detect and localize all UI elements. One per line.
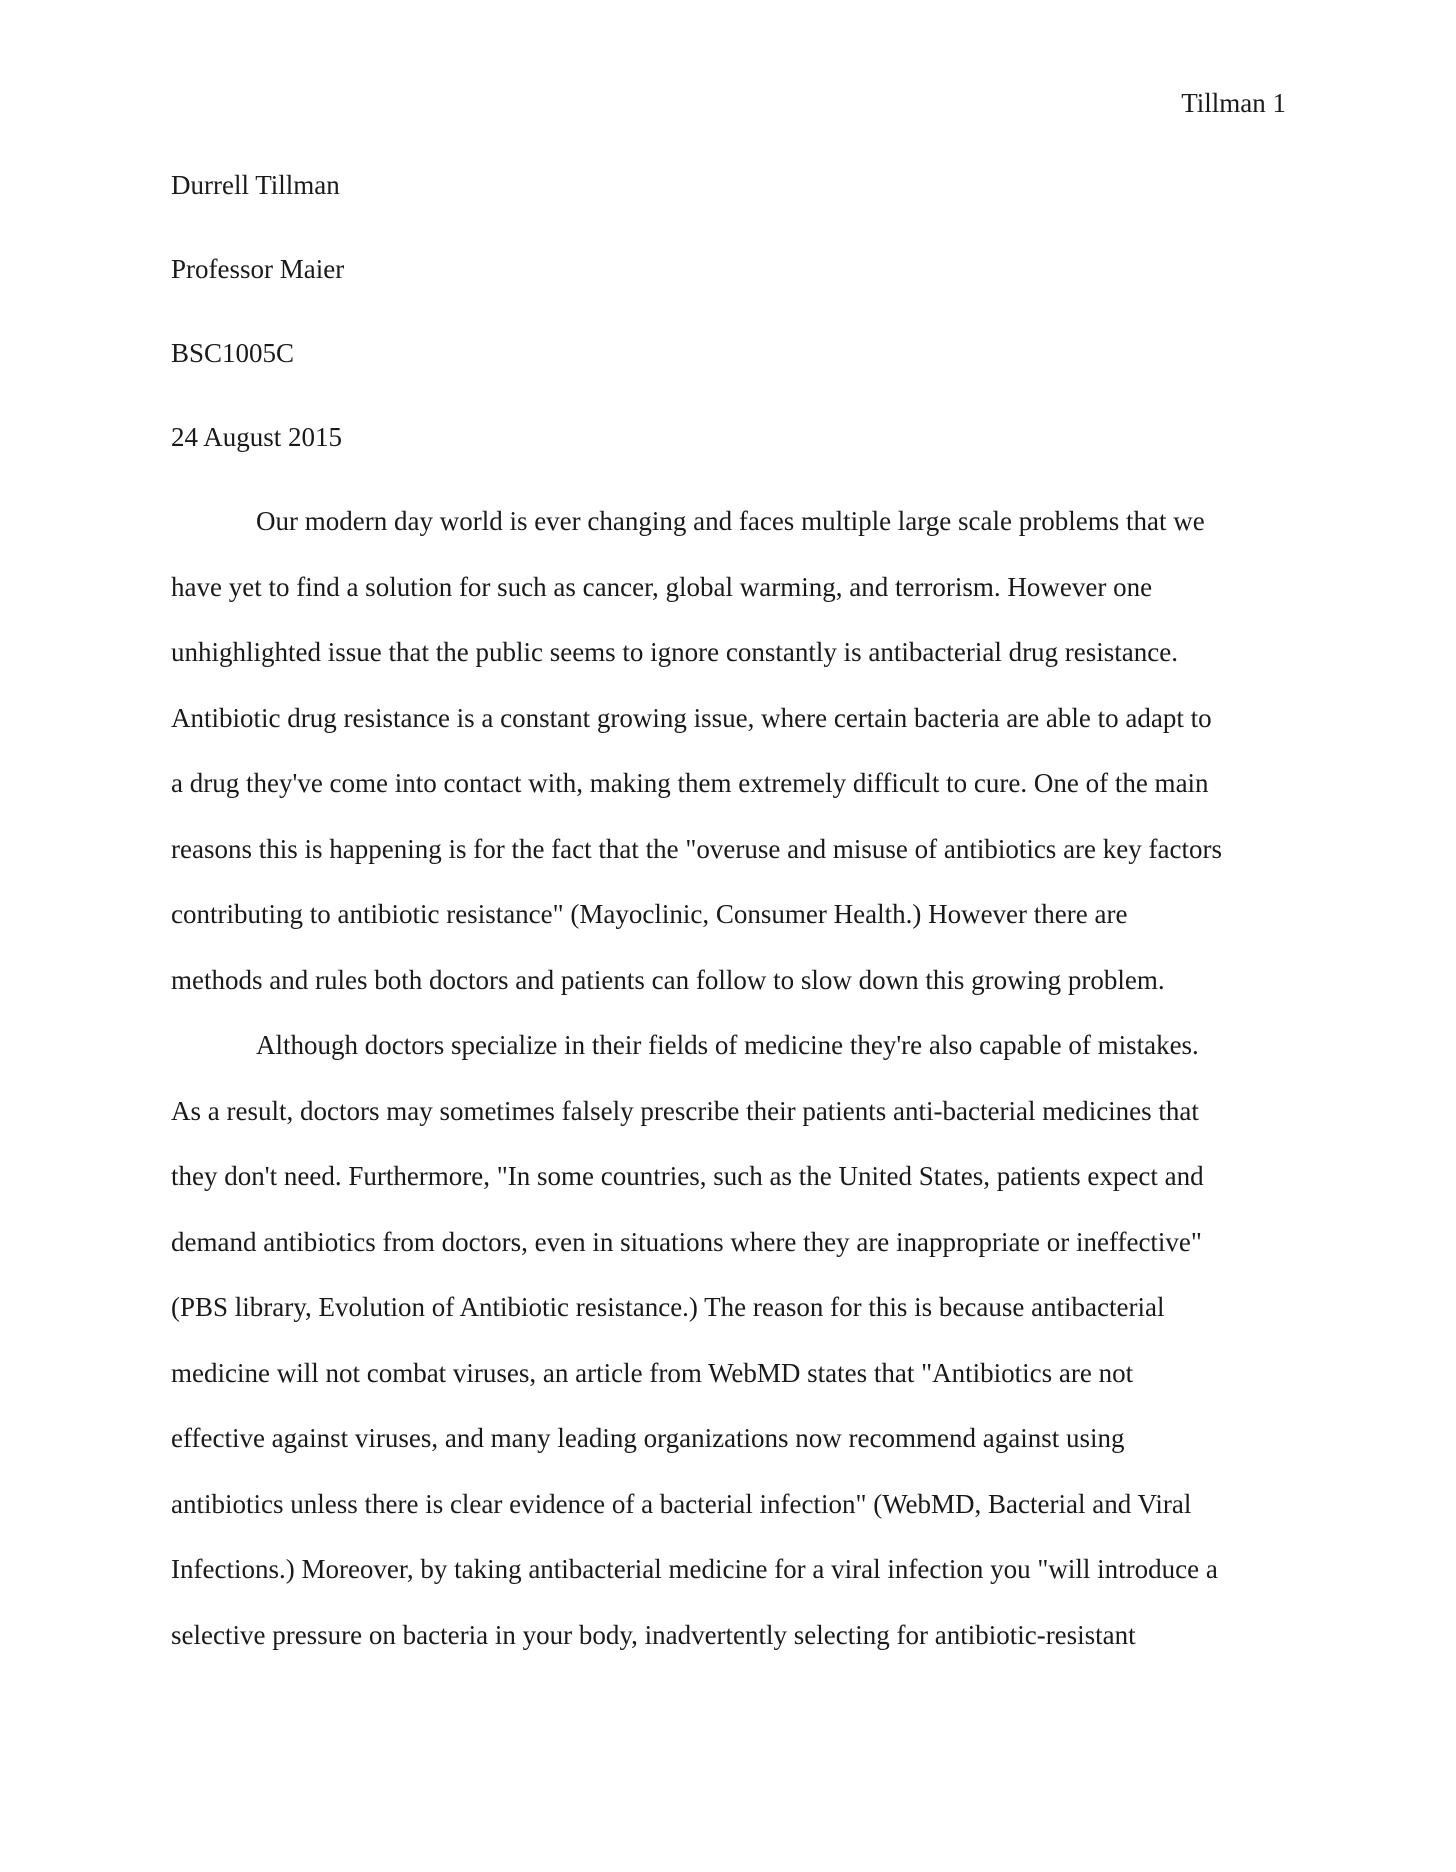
- paragraph-line: As a result, doctors may sometimes falsely prescribe their patients anti-bacterial medicines that: [171, 1095, 1199, 1126]
- paragraph-line: a drug they've come into contact with, making them extremely difficult to cure. One of the main: [171, 768, 1209, 798]
- paragraph-line: Antibiotic drug resistance is a constant growing issue, where certain bacteria are able to adapt to: [171, 702, 1212, 733]
- paragraph-line: antibiotics unless there is clear evidence of a bacterial infection" (WebMD, Bacterial and Viral: [171, 1488, 1192, 1519]
- paragraph-line: unhighlighted issue that the public seems to ignore constantly is antibacterial drug resistance.: [171, 637, 1179, 667]
- essay-date: 24 August 2015: [171, 422, 343, 452]
- paragraph-line: Our modern day world is ever changing and faces multiple large scale problems that we: [256, 506, 1205, 536]
- paragraph-line: they don't need. Furthermore, "In some countries, such as the United States, patients expect and: [171, 1161, 1204, 1191]
- paragraph-line: methods and rules both doctors and patients can follow to slow down this growing problem.: [171, 964, 1165, 995]
- essay-body: [171, 168, 1291, 1683]
- paragraph-line: medicine will not combat viruses, an article from WebMD states that "Antibiotics are not: [171, 1357, 1134, 1388]
- paragraph-1: [171, 504, 1291, 1028]
- paragraph-line: effective against viruses, and many leading organizations now recommend against using: [171, 1423, 1125, 1453]
- course-code: BSC1005C: [171, 338, 295, 368]
- student-name: Durrell Tillman: [171, 170, 340, 200]
- paragraph-line: have yet to find a solution for such as cancer, global warming, and terrorism. However one: [171, 571, 1153, 602]
- paragraph-line: contributing to antibiotic resistance" (Mayoclinic, Consumer Health.) However there are: [171, 899, 1128, 929]
- paragraph-line: reasons this is happening is for the fact that the "overuse and misuse of antibiotics are key factors: [171, 833, 1222, 864]
- paragraph-line: Although doctors specialize in their fields of medicine they're also capable of mistakes.: [256, 1030, 1199, 1060]
- paragraph-line: Infections.) Moreover, by taking antibacterial medicine for a viral infection you "will introduce a: [171, 1554, 1218, 1584]
- paragraph-line: (PBS library, Evolution of Antibiotic resistance.) The reason for this is because antibacterial: [171, 1292, 1165, 1322]
- running-head: Tillman 1: [1181, 88, 1286, 118]
- paragraph-line: selective pressure on bacteria in your body, inadvertently selecting for antibiotic-resistant: [171, 1619, 1136, 1650]
- instructor-name: Professor Maier: [171, 254, 345, 284]
- paragraph-2: [171, 1028, 1291, 1683]
- paragraph-line: demand antibiotics from doctors, even in situations where they are inappropriate or ineffective": [171, 1226, 1202, 1257]
